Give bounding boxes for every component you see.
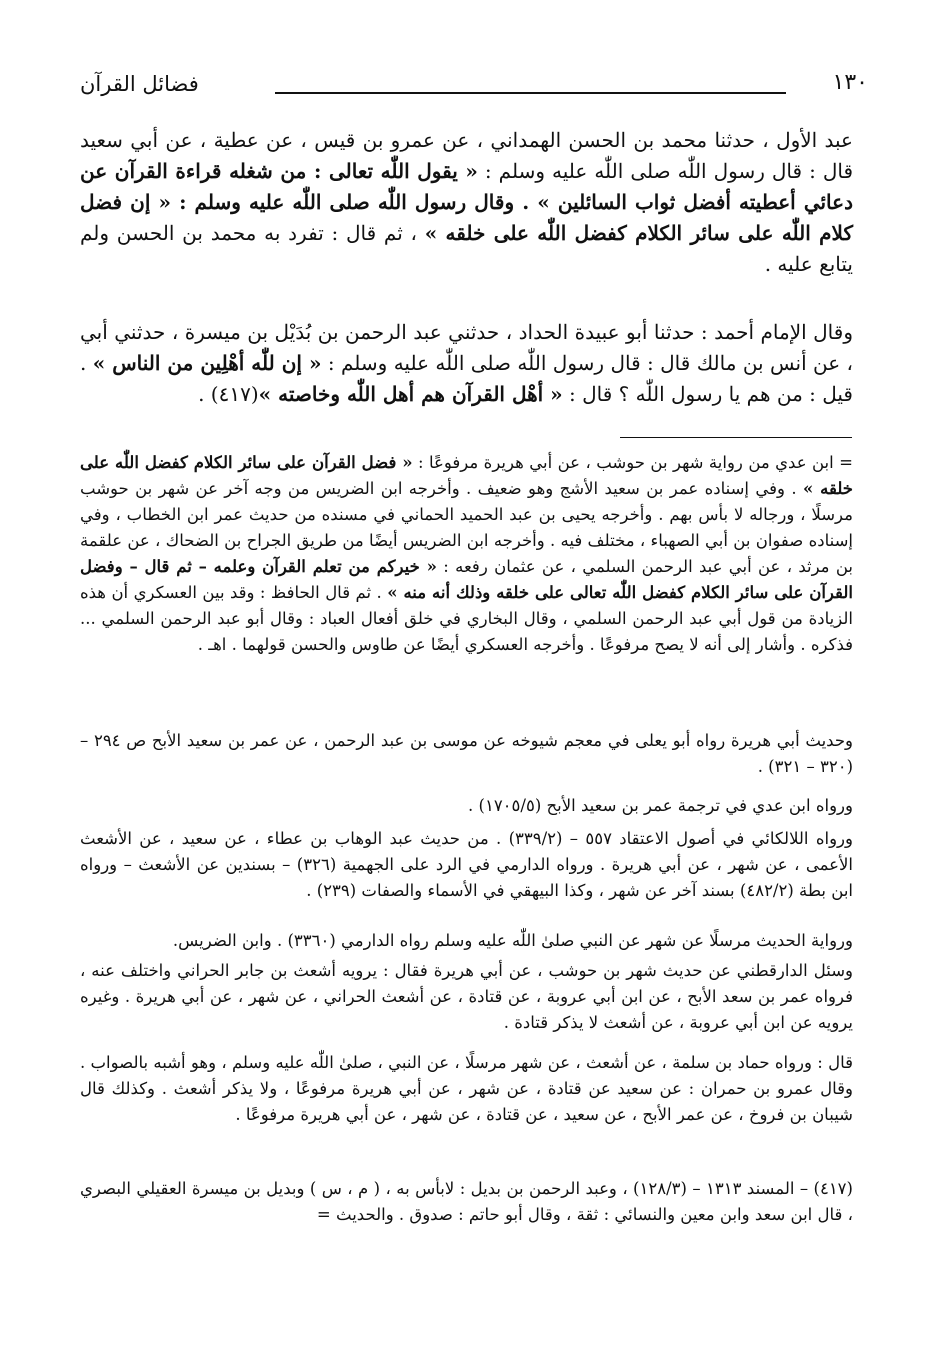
- fn1-quote-2: « خيركم من تعلم القرآن وعلمه – ثم قال – وفضل القرآن على سائر الكلام كفضل اللّٰه تعالى على خلقه وذلك أنه منه »: [80, 557, 853, 602]
- footnote-paragraph-hammad: قال : ورواه حماد بن سلمة ، عن أشعث ، عن شهر مرسلًا ، عن النبي ، صلىٰ اللّٰه عليه وسلم ، وهو أشبه بالصواب . وقال عمرو بن حمران : عن سعيد عن قتادة ، عن شهر ، عن أبي هريرة مرفوعًا ، ولا يذكر أشعث . وكذلك قال شيبان بن فروخ ، عن عمر الأبح ، عن سعيد ، عن قتادة ، عن شهر ، عن أبي هريرة مرفوعًا .: [80, 1053, 853, 1124]
- header-rule: [275, 92, 786, 94]
- fn1-text-c: . وفي إسناده عمر بن سعيد الأشج وهو ضعيف . وأخرجه ابن الضريس من وجه آخر عن شهر بن حوشب مرسلًا ، ورجاله لا بأس بهم . وأخرجه يحيى بن عبد الحميد الحماني في مسنده من حديث عمر ابن الخطاب ، وفي إسناده صفوان بن أبي الصهباء ، مختلف فيه . وأخرجه ابن الضريس أيضًا من طريق الجراح بن الضحاك ، عن علقمة بن مرثد ، عن أبي عبد الرحمن السلمي ، عن عثمان رفعه :: [80, 479, 853, 576]
- page-header: [80, 70, 868, 100]
- p1-text-a: عبد الأول ، حدثنا محمد بن الحسن الهمداني ، عن عمرو بن قيس ، عن عطية ، عن أبي سعيد قال : قال رسول اللّٰه صلى اللّٰه عليه وسلم :: [80, 128, 854, 183]
- footnote-paragraph-mursal: ورواية الحديث مرسلًا عن شهر عن النبي صلىٰ اللّٰه عليه وسلم رواه الدارمي (٣٣٦٠) . وابن الضريس.: [172, 931, 853, 950]
- fn1-text-e: . ثم قال الحافظ : وقد بين العسكري أن هذه الزيادة من قول أبي عبد الرحمن السلمي ، وقال البخاري في خلق أفعال العباد : وقال أبو عبد الرحمن السلمي ... فذكره . وأشار إلى أنه لا يصح مرفوعًا . وأخرجه العسكري أيضًا عن طاوس والحسن قولهما . اهـ .: [80, 583, 853, 654]
- running-title: فضائل القرآن: [80, 72, 199, 96]
- p2-footnote-ref: (٤١٧) .: [198, 382, 259, 406]
- p1-text-c: ، ثم قال : تفرد به محمد بن الحسن ولم يتابع عليه .: [80, 221, 853, 276]
- footnote-separator: [620, 437, 852, 438]
- fn1-text-a: = ابن عدي من رواية شهر بن حوشب ، عن أبي هريرة مرفوعًا :: [412, 453, 853, 472]
- footnote-paragraph-daraqutni: وسئل الدارقطني عن حديث شهر بن حوشب ، عن أبي هريرة فقال : يرويه أشعث بن جابر الحراني واختلف عنه ، فرواه عمر بن سعد الأبح ، عن ابن أبي عروبة ، عن قتادة ، عن أشعث الحراني ، عن شهر ، عن أبي هريرة . وغيره يرويه عن ابن أبي عروبة ، عن أشعث لا يذكر قتادة .: [80, 961, 853, 1032]
- footnote-417: (٤١٧) – المسند ١٣١٣ – (١٢٨/٣) ، وعبد الرحمن بن بديل : لابأس به ، ( م ، س ) وبديل بن ميسرة العقيلي البصري ، قال ابن سعد وابن معين والنسائي : ثقة ، وقال أبو حاتم : صدوق . والحديث =: [80, 1179, 853, 1224]
- main-paragraph-1: [80, 125, 853, 280]
- p2-hadith-quote-2: « أهْل القرآن هم أهل اللّٰه وخاصته »: [258, 382, 563, 406]
- footnote-continued: [80, 450, 853, 658]
- main-paragraph-2: [80, 317, 853, 410]
- p2-text-a: وقال الإمام أحمد : حدثنا أبو عبيدة الحداد ، حدثني عبد الرحمن بن بُدَيْل بن ميسرة ، حدثني أبي ، عن أنس بن مالك قال : قال رسول اللّٰه صلى اللّٰه عليه وسلم :: [80, 320, 854, 375]
- footnote-paragraph-abu-hurayra: وحديث أبي هريرة رواه أبو يعلى في معجم شيوخه عن موسى بن عبد الرحمن ، عن عمر بن سعيد الأبح ص ٢٩٤ – (٣٢٠ – ٣٢١) .: [80, 731, 853, 776]
- p2-text-c: . قيل : من هم يا رسول اللّٰه ؟ قال :: [80, 351, 853, 406]
- page-number: ١٣٠: [832, 70, 868, 95]
- p1-hadith-quote: « يقول اللّٰه تعالى : من شغله قراءة القرآن عن دعائي أعطيته أفضل ثواب السائلين » . وقال رسول اللّٰه صلى اللّٰه عليه وسلم : « إن فضل كلام اللّٰه على سائر الكلام كفضل اللّٰه على خلقه »: [80, 159, 853, 245]
- footnote-paragraph-ibn-adi: ورواه ابن عدي في ترجمة عمر بن سعيد الأبح (١٧٠٥/٥) .: [468, 796, 853, 815]
- p2-hadith-quote-1: « إن للّٰه أهْلِين من الناس »: [92, 351, 322, 375]
- footnote-paragraph-lalakai: ورواه اللالكائي في أصول الاعتقاد ٥٥٧ – (٣٣٩/٢) . من حديث عبد الوهاب بن عطاء ، عن سعيد ، عن الأشعث الأعمى ، عن شهر ، عن أبي هريرة . ورواه الدارمي في الرد على الجهمية (٣٢٦) – بسندين عن الأشعث – ورواه ابن بطة (٤٨٢/٢) بسند آخر عن شهر ، وكذا البيهقي في الأسماء والصفات (٢٣٩) .: [80, 829, 853, 900]
- fn1-quote-1: « فضل القرآن على سائر الكلام كفضل اللّٰه على خلقه »: [80, 453, 853, 498]
